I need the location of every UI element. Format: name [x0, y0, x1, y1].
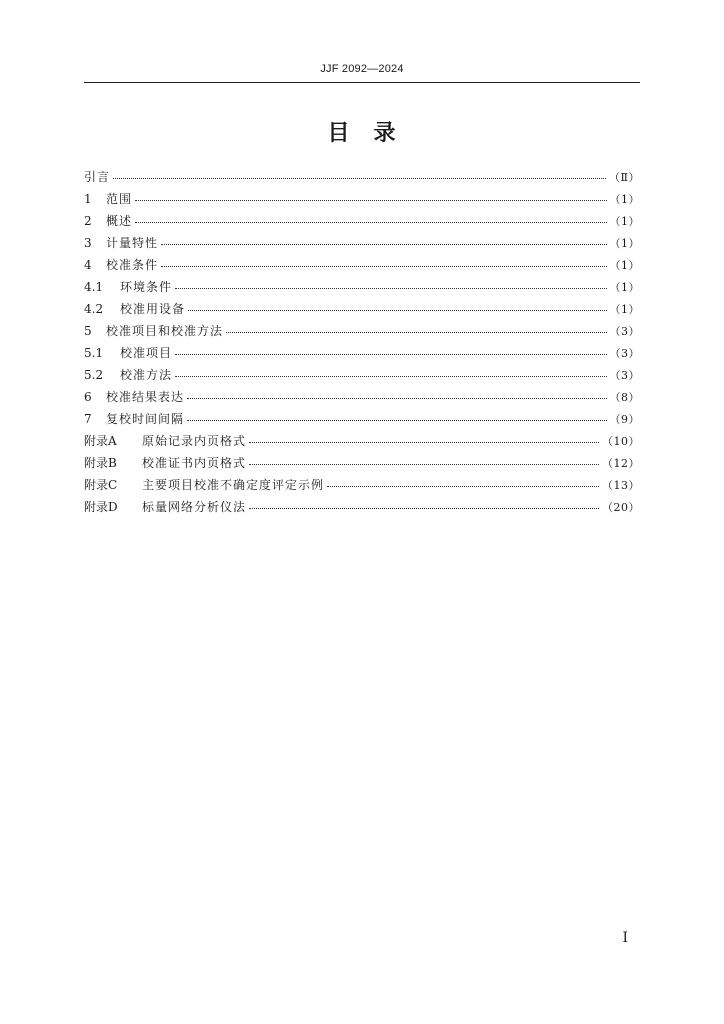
toc-entry-label: 主要项目校准不确定度评定示例: [142, 478, 325, 492]
toc-entry-5-1[interactable]: [84, 344, 640, 366]
toc-entry-3[interactable]: [84, 234, 640, 256]
toc-entry-number: 1: [84, 192, 92, 206]
toc-entry-page: （20）: [602, 501, 640, 514]
toc-entry-label: 范围: [106, 192, 133, 206]
toc-leader-dots: [135, 191, 606, 203]
toc-entry-number: 5.1: [84, 346, 104, 360]
toc-entry-number: 7: [84, 412, 92, 426]
standard-code-header: JJF 2092—2024: [320, 63, 404, 75]
toc-entry-number: 附录A: [84, 434, 117, 448]
page-folio: I: [622, 930, 628, 946]
toc-entry-number: 附录C: [84, 478, 118, 492]
toc-leader-dots: [135, 213, 606, 225]
toc-leader-dots: [327, 477, 599, 489]
toc-leader-dots: [187, 411, 606, 423]
toc-entry-1[interactable]: [84, 190, 640, 212]
toc-entry-page: （3）: [609, 369, 640, 382]
toc-leader-dots: [249, 455, 599, 467]
toc-entry-appendix-c[interactable]: [84, 476, 640, 498]
toc-leader-dots: [226, 323, 606, 335]
toc-entry-appendix-b[interactable]: [84, 454, 640, 476]
toc-leader-dots: [161, 257, 606, 269]
header-rule: [84, 82, 640, 83]
toc-entry-page: （10）: [602, 435, 640, 448]
toc-entry-label: 校准结果表达: [106, 390, 185, 404]
toc-entry-number: 3: [84, 236, 92, 250]
toc-entry-label: 复校时间间隔: [106, 412, 185, 426]
toc-entry-page: （1）: [609, 259, 640, 272]
toc-entry-6[interactable]: [84, 388, 640, 410]
toc-leader-dots: [249, 499, 599, 511]
toc-entry-number: 4: [84, 258, 92, 272]
toc-entry-page: （1）: [609, 237, 640, 250]
toc-entry-page: （8）: [609, 391, 640, 404]
toc-entry-number: 4.1: [84, 280, 104, 294]
table-of-contents: [84, 168, 640, 520]
toc-leader-dots: [187, 389, 606, 401]
toc-entry-page: （3）: [609, 347, 640, 360]
toc-entry-label: 原始记录内页格式: [142, 434, 247, 448]
toc-entry-label: 计量特性: [106, 236, 159, 250]
toc-entry-appendix-a[interactable]: [84, 432, 640, 454]
toc-entry-label: 校准项目: [120, 346, 173, 360]
toc-entry-page: （Ⅱ）: [609, 171, 640, 184]
toc-title: 目 录: [327, 121, 397, 146]
toc-leader-dots: [175, 345, 606, 357]
toc-entry-label: 环境条件: [120, 280, 173, 294]
toc-entry-page: （3）: [609, 325, 640, 338]
toc-entry-4-1[interactable]: [84, 278, 640, 300]
toc-entry-number: 6: [84, 390, 92, 404]
toc-entry-introduction[interactable]: [84, 168, 640, 190]
toc-entry-2[interactable]: [84, 212, 640, 234]
toc-leader-dots: [161, 235, 606, 247]
toc-entry-7[interactable]: [84, 410, 640, 432]
toc-entry-label: 校准方法: [120, 368, 173, 382]
toc-entry-label: 引言: [84, 170, 111, 184]
toc-entry-number: 附录B: [84, 456, 117, 470]
toc-leader-dots: [113, 169, 606, 181]
toc-entry-label: 校准条件: [106, 258, 159, 272]
toc-entry-number: 2: [84, 214, 92, 228]
toc-entry-4-2[interactable]: [84, 300, 640, 322]
toc-entry-5-2[interactable]: [84, 366, 640, 388]
toc-entry-label: 标量网络分析仪法: [142, 500, 247, 514]
toc-entry-page: （12）: [602, 457, 640, 470]
toc-entry-page: （1）: [609, 193, 640, 206]
toc-leader-dots: [188, 301, 606, 313]
toc-entry-4[interactable]: [84, 256, 640, 278]
toc-entry-number: 5.2: [84, 368, 104, 382]
toc-entry-label: 校准用设备: [120, 302, 186, 316]
toc-entry-page: （9）: [609, 413, 640, 426]
toc-entry-number: 附录D: [84, 500, 118, 514]
toc-entry-label: 校准证书内页格式: [142, 456, 247, 470]
toc-entry-page: （1）: [609, 215, 640, 228]
toc-leader-dots: [249, 433, 599, 445]
toc-entry-number: 5: [84, 324, 92, 338]
toc-entry-appendix-d[interactable]: [84, 498, 640, 520]
toc-entry-label: 概述: [106, 214, 133, 228]
toc-entry-page: （13）: [602, 479, 640, 492]
toc-leader-dots: [175, 367, 606, 379]
toc-leader-dots: [175, 279, 606, 291]
toc-entry-page: （1）: [609, 281, 640, 294]
toc-entry-5[interactable]: [84, 322, 640, 344]
toc-entry-number: 4.2: [84, 302, 104, 316]
toc-entry-page: （1）: [609, 303, 640, 316]
toc-entry-label: 校准项目和校准方法: [106, 324, 224, 338]
